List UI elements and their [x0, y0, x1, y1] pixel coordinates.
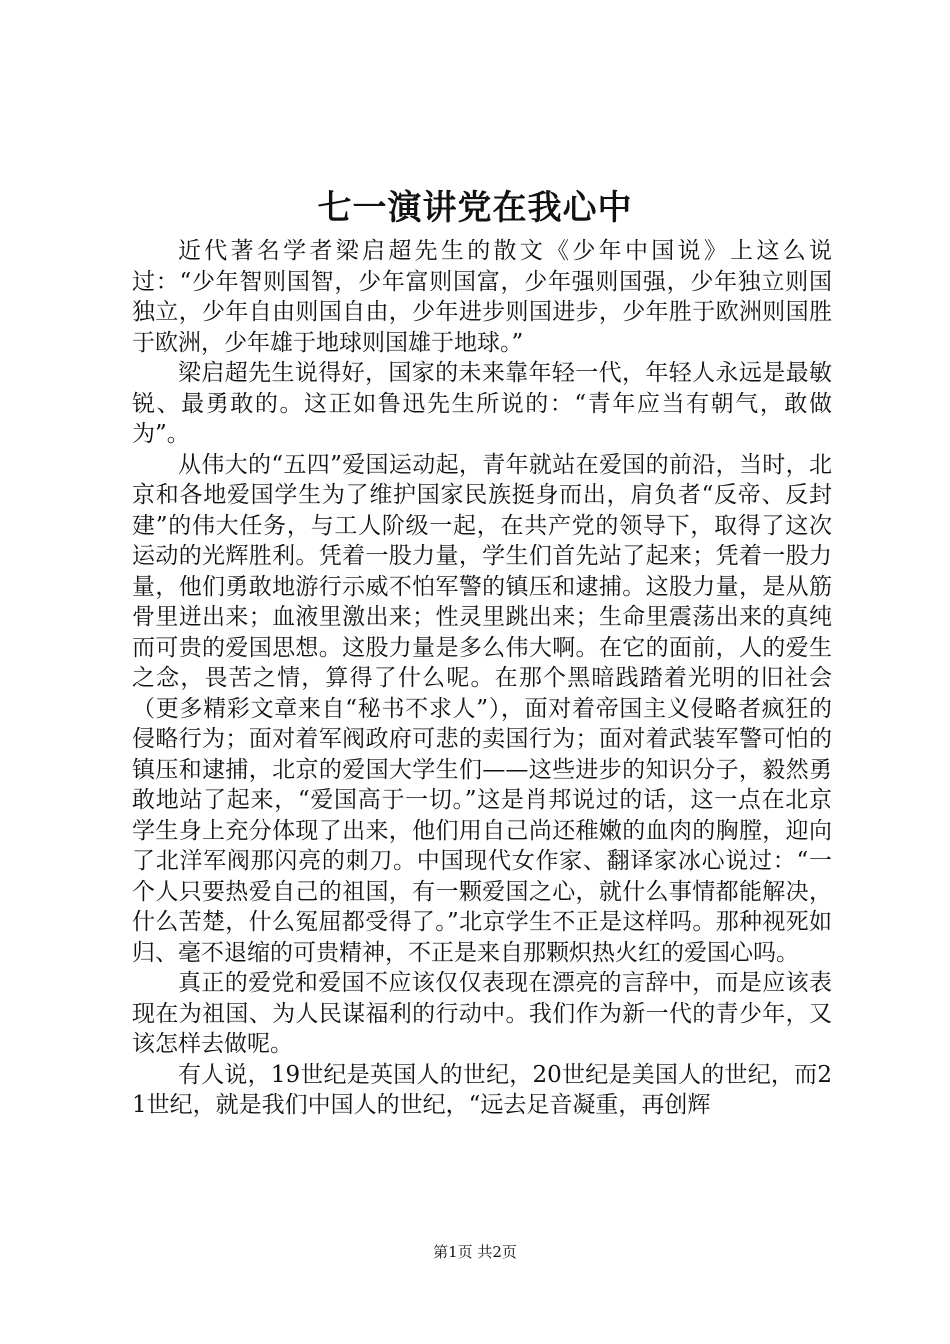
paragraph-2: 梁启超先生说得好，国家的未来靠年轻一代，年轻人永远是最敏锐、最勇敢的。这正如鲁迅先生所说的：“青年应当有朝气，敢做为”。: [132, 360, 832, 447]
paragraph-5: 有人说，19世纪是英国人的世纪，20世纪是美国人的世纪，而21世纪，就是我们中国人的世纪，“远去足音凝重，再创辉: [132, 1061, 832, 1118]
document-body: [132, 236, 832, 1121]
document-title: 七一演讲党在我心中: [317, 188, 633, 228]
paragraph-1: 近代著名学者梁启超先生的散文《少年中国说》上这么说过：“少年智则国智，少年富则国富，少年强则国强，少年独立则国独立，少年自由则国自由，少年进步则国进步，少年胜于欧洲则国胜于欧洲，少年雄于地球则国雄于地球。”: [132, 238, 832, 356]
paragraph-4: 真正的爱党和爱国不应该仅仅表现在漂亮的言辞中，而是应该表现在为祖国、为人民谋福利的行动中。我们作为新一代的青少年，又该怎样去做呢。: [132, 970, 832, 1057]
paragraph-3: 从伟大的“五四”爱国运动起，青年就站在爱国的前沿，当时，北京和各地爱国学生为了维护国家民族挺身而出，肩负者“反帝、反封建”的伟大任务，与工人阶级一起，在共产党的领导下，取得了这次运动的光辉胜利。凭着一股力量，学生们首先站了起来；凭着一股力量，他们勇敢地游行示威不怕军警的镇压和逮捕。这股力量，是从筋骨里迸出来；血液里激出来；性灵里跳出来；生命里震荡出来的真纯而可贵的爱国思想。这股力量是多么伟大啊。在它的面前，人的爱生之念，畏苦之情，算得了什么呢。在那个黑暗践踏着光明的旧社会（更多精彩文章来自“秘书不求人”），面对着帝国主义侵略者疯狂的侵略行为；面对着军阀政府可悲的卖国行为；面对着武装军警可怕的镇压和逮捕，北京的爱国大学生们——这些进步的知识分子，毅然勇敢地站了起来，“爱国高于一切。”这是肖邦说过的话，这一点在北京学生身上充分体现了出来，他们用自己尚还稚嫩的血肉的胸膛，迎向了北洋军阀那闪亮的刺刀。中国现代女作家、翻译家冰心说过：“一个人只要热爱自己的祖国，有一颗爱国之心，就什么事情都能解决，什么苦楚，什么冤屈都受得了。”北京学生不正是这样吗。那种视死如归、毫不退缩的可贵精神，不正是来自那颗炽热火红的爱国心吗。: [132, 451, 832, 966]
page-number-footer: 第1页 共2页: [433, 1243, 517, 1261]
